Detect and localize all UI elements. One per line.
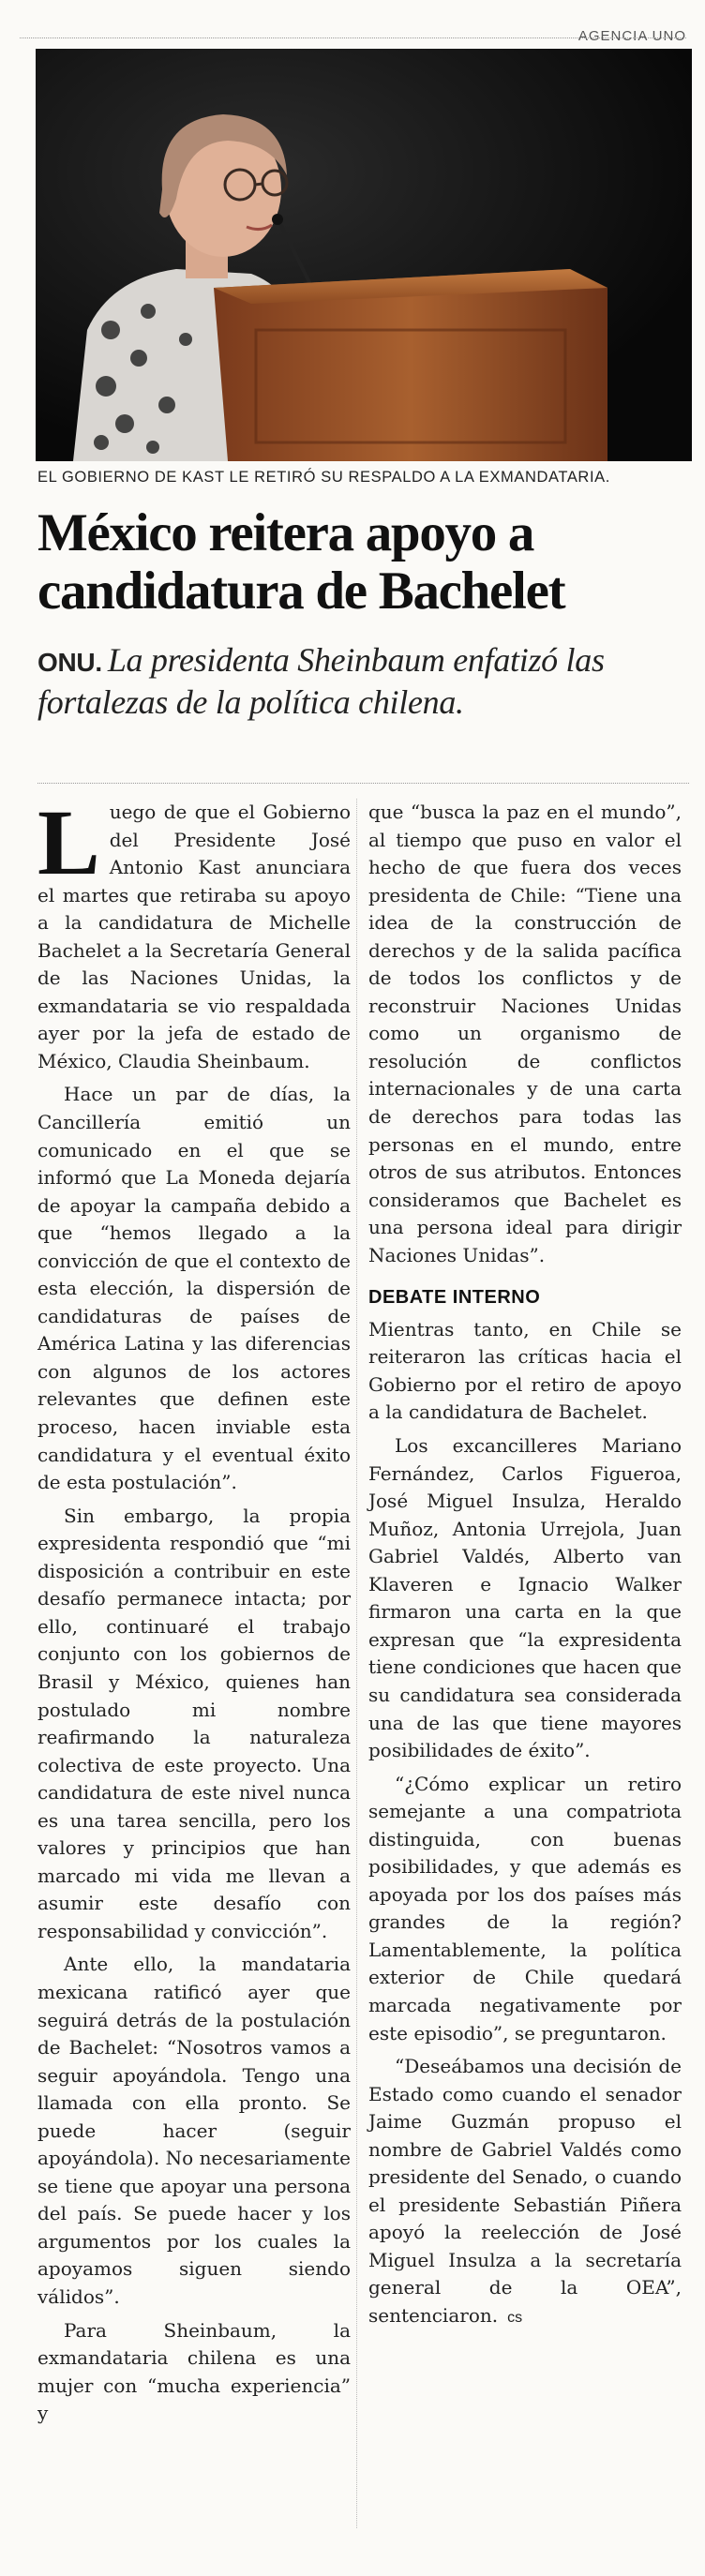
speaker-at-podium-image [36,49,692,461]
paragraph: Mientras tanto, en Chile se reiteraron las críticas hacia el Gobierno por el retiro de apoyo a la candidatura de Bachelet. [368,1317,682,1424]
paragraph: “¿Cómo explicar un retiro semejante a una compatriota distinguida, con buenas posibilidades, y que además es apoyada por los dos países más grandes de la región? Lamentablemente, la política exterior de Chile quedará marcada negativamente por este episodio”, se preguntaron. [368,1772,682,2044]
paragraph: Luego de que el Gobierno del Presidente José Antonio Kast anunciara el martes que retiraba su apoyo a la candidatura de Michelle Bachelet a la Secretaría General de las Naciones Unidas, la exmandataria se vio respaldada ayer por la jefa de estado de México, Claudia Sheinbaum. [38,790,351,1072]
paragraph: Los excancilleres Mariano Fernández, Carlos Figueroa, José Miguel Insulza, Heraldo Muñoz, Antonia Urrejola, Juan Gabriel Valdés, Alberto van Klaveren e Ignacio Walker firmaron una carta en la que expresan que “la expresidenta tiene condiciones que hacen que su candidatura sea considerada una de las que tiene mayores posibilidades de éxito”. [368,1434,682,1762]
column-divider [356,799,357,2528]
paragraph: Sin embargo, la propia expresidenta respondió que “mi disposición a contribuir en este desafío permanece intacta; por ello, continuaré el trabajo conjunto con los gobiernos de Brasil y México, quienes han postulado mi nombre reafirmando la naturaleza colectiva de este proyecto. Una candidatura de este nivel nunca es una tarea sencilla, pero los valores y principios que han marcado mi vida me llevan a asumir este desafío con responsabilidad y convicción”. [38,1504,351,1942]
mid-rule [38,783,689,784]
paragraph: Hace un par de días, la Cancillería emitió un comunicado en el que se informó que La Moneda dejaría de apoyar la campaña debido a que “hemos llegado a la convicción de que el contexto de esta elección, la dispersión de candidaturas de países de América Latina y las diferencias con algunos de los actores relevantes que definen este proceso, hacen inviable esta candidatura y el eventual éxito de esta postulación”. [38,1083,351,1494]
left-column [38,790,351,2434]
drop-cap: L [38,790,100,894]
deck [38,640,694,723]
photo-caption: EL GOBIERNO DE KAST LE RETIRÓ SU RESPALDO A LA EXMANDATARIA. [38,469,610,486]
subhead: DEBATE INTERNO [368,1287,541,1309]
end-mark: cs [507,2309,523,2326]
right-column [368,799,682,2338]
paragraph: “Deseábamos una decisión de Estado como cuando el senador Jaime Guzmán propuso el nombre de Gabriel Valdés como presidente del Senado, o cuando el presidente Sebastián Piñera apoyó la reelección de José Miguel Insulza a la secretaría general de la OEA”, sentenciaron. cs [368,2055,682,2327]
deck-text: La presidenta Sheinbaum enfatizó las fortalezas de la política chilena. [38,641,605,721]
deck-kicker: ONU. [38,648,102,677]
article-photo [36,49,692,461]
paragraph: Ante ello, la mandataria mexicana ratificó ayer que seguirá detrás de la postulación de Bachelet: “Nosotros vamos a seguir apoyándola. Tengo una llamada con ella pronto. Se puede hacer (seguir apoyándola). No necesariamente se tiene que apoyar una persona del país. Se puede hacer y los argumentos por los cuales la apoyamos siguen siendo válidos”. [38,1953,351,2308]
paragraph: que “busca la paz en el mundo”, al tiempo que puso en valor el hecho de que fuera dos veces presidenta de Chile: “Tiene una idea de la construcción de derechos y de la salida pacífica de todos los conflictos y de reconstruir Naciones Unidas como un organismo de resolución de conflictos internacionales y de una carta de derechos para todas las personas en el mundo, entre otros de sus atributos. Entonces consideramos que Bachelet es una persona ideal para dirigir Naciones Unidas”. [368,801,682,1266]
photo-credit: AGENCIA UNO [578,28,686,44]
headline: México reitera apoyo a candidatura de Bachelet [38,503,565,621]
top-rule [20,37,686,38]
paragraph: Para Sheinbaum, la exmandataria chilena es una mujer con “mucha experiencia” y [38,2318,351,2425]
